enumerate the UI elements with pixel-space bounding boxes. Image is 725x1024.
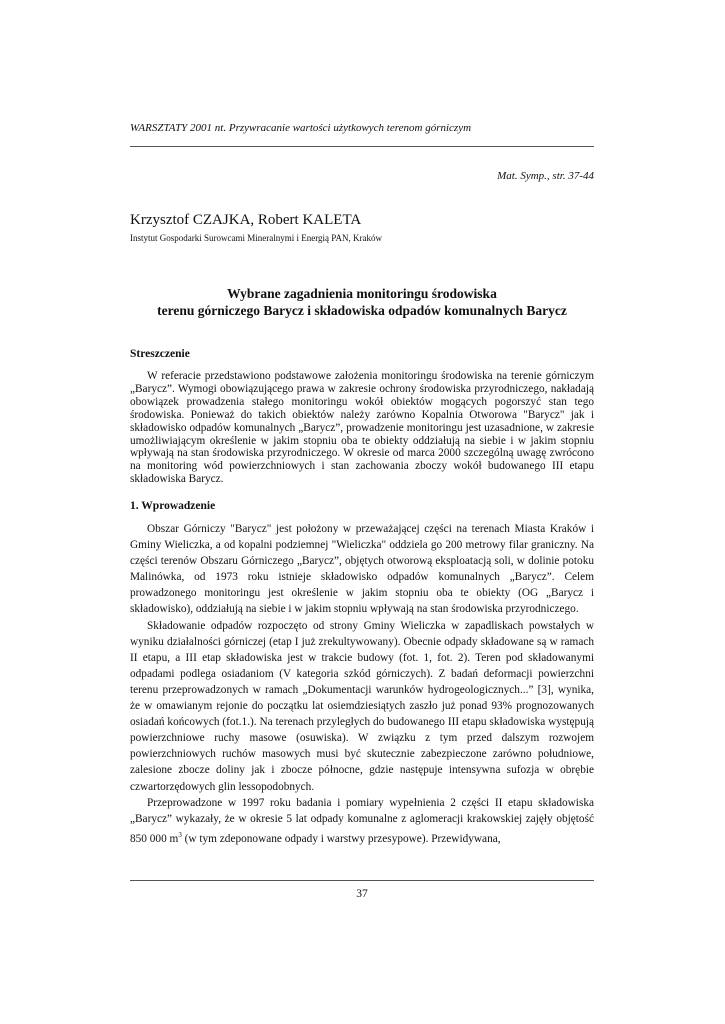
- body-paragraph-2: Składowanie odpadów rozpoczęto od strony Gminy Wieliczka w zapadliskach powstałych w wyniku działalności górniczej (etap I już zrekultywowany). Obecnie odpady składowane są w ramach II etapu, a III etap składowiska jest w trakcie budowy (fot. 1, fot. 2). Teren pod składowanymi odpadami podlega osiadaniom (V kategoria szkód górniczych). Z badań deformacji powierzchni terenu przeprowadzonych w ramach „Dokumentacji warunków hydrogeologicznych...” [3], wynika, że w omawianym rejonie do początku lat osiemdziesiątych zaszło już ponad 93% prognozowanych osiadań końcowych (fot.1.). Na terenach przyległych do budowanego III etapu składowiska występują powierzchniowe ruchy masowe (osuwiska). W związku z tym przed dalszym rozwojem powierzchniowych ruchów masowych musi być skutecznie zabezpieczone zarówno południowe, zalesione zbocze doliny jak i zbocze północne, gdzie następuje intensywna sufozja w obrębie czwartorzędowych glin lessopodobnych.: [130, 619, 594, 793]
- section-body: [130, 521, 594, 847]
- title-line-2: terenu górniczego Barycz i składowiska odpadów komunalnych Barycz: [157, 303, 567, 318]
- affiliation: Instytut Gospodarki Surowcami Mineralnymi i Energią PAN, Kraków: [130, 233, 382, 243]
- section-heading-introduction: 1. Wprowadzenie: [130, 500, 216, 512]
- body-paragraph-3-text: Przeprowadzone w 1997 roku badania i pomiary wypełnienia 2 części II etapu składowiska „Barycz” wykazały, że w okresie 5 lat odpady komunalne z aglomeracji krakowskiej zajęły objętość 850 000 m: [130, 796, 594, 845]
- cubic-superscript: 3: [178, 830, 182, 839]
- citation: Mat. Symp., str. 37-44: [497, 170, 594, 182]
- header-rule: [130, 146, 594, 147]
- abstract-paragraph: W referacie przedstawiono podstawowe założenia monitoringu środowiska na terenie górniczym „Barycz”. Wymogi obowiązującego prawa w zakresie ochrony środowiska przyrodniczego, nakładają obowiązek prowadzenia stałego monitoringu wokół obiektów mogących pogorszyć stan tego środowiska. Ponieważ do takich obiektów należy zarówno Kopalnia Otworowa "Barycz" jak i składowisko odpadów komunalnych „Barycz”, prowadzenie monitoringu jest uzasadnione, w zakresie umożliwiającym określenie w jakim stopniu oba te obiekty oddziałują na siebie i w jakim stopniu wpływają na stan środowiska przyrodniczego. W okresie od marca 2000 szczególną uwagę zwrócono na monitoring wód powierzchniowych i stan zachowania zboczy wokół budowanego III etapu składowiska Barycz.: [130, 370, 594, 486]
- title-line-1: Wybrane zagadnienia monitoringu środowiska: [227, 286, 497, 301]
- footer-rule: [130, 880, 594, 881]
- body-paragraph-1: Obszar Górniczy "Barycz" jest położony w przeważającej części na terenach Miasta Kraków i Gminy Wieliczka, a od kopalni podziemnej "Wieliczka" oddziela go 200 metrowy filar graniczny. Na części terenów Obszaru Górniczego „Barycz”, objętych otworową eksploatacją soli, w dolinie potoku Malinówka, od 1973 roku istnieje składowisko odpadów komunalnych „Barycz”. Celem prowadzonego monitoringu jest określenie w jakim stopniu oba te obiekty (OG „Barycz i składowisko), oddziałują na siebie i w jakim stopniu wpływają na stan środowiska przyrodniczego.: [130, 523, 594, 616]
- running-header: WARSZTATY 2001 nt. Przywracanie wartości użytkowych terenom górniczym: [130, 122, 472, 134]
- authors: Krzysztof CZAJKA, Robert KALETA: [130, 212, 362, 228]
- paper-title: [130, 285, 594, 319]
- abstract-heading: Streszczenie: [130, 348, 190, 360]
- body-paragraph-3: [130, 795, 594, 847]
- abstract: [130, 370, 594, 486]
- page-number: 37: [356, 888, 368, 900]
- body-paragraph-3-continuation: (w tym zdeponowane odpady i warstwy przesypowe). Przewidywana,: [181, 832, 501, 845]
